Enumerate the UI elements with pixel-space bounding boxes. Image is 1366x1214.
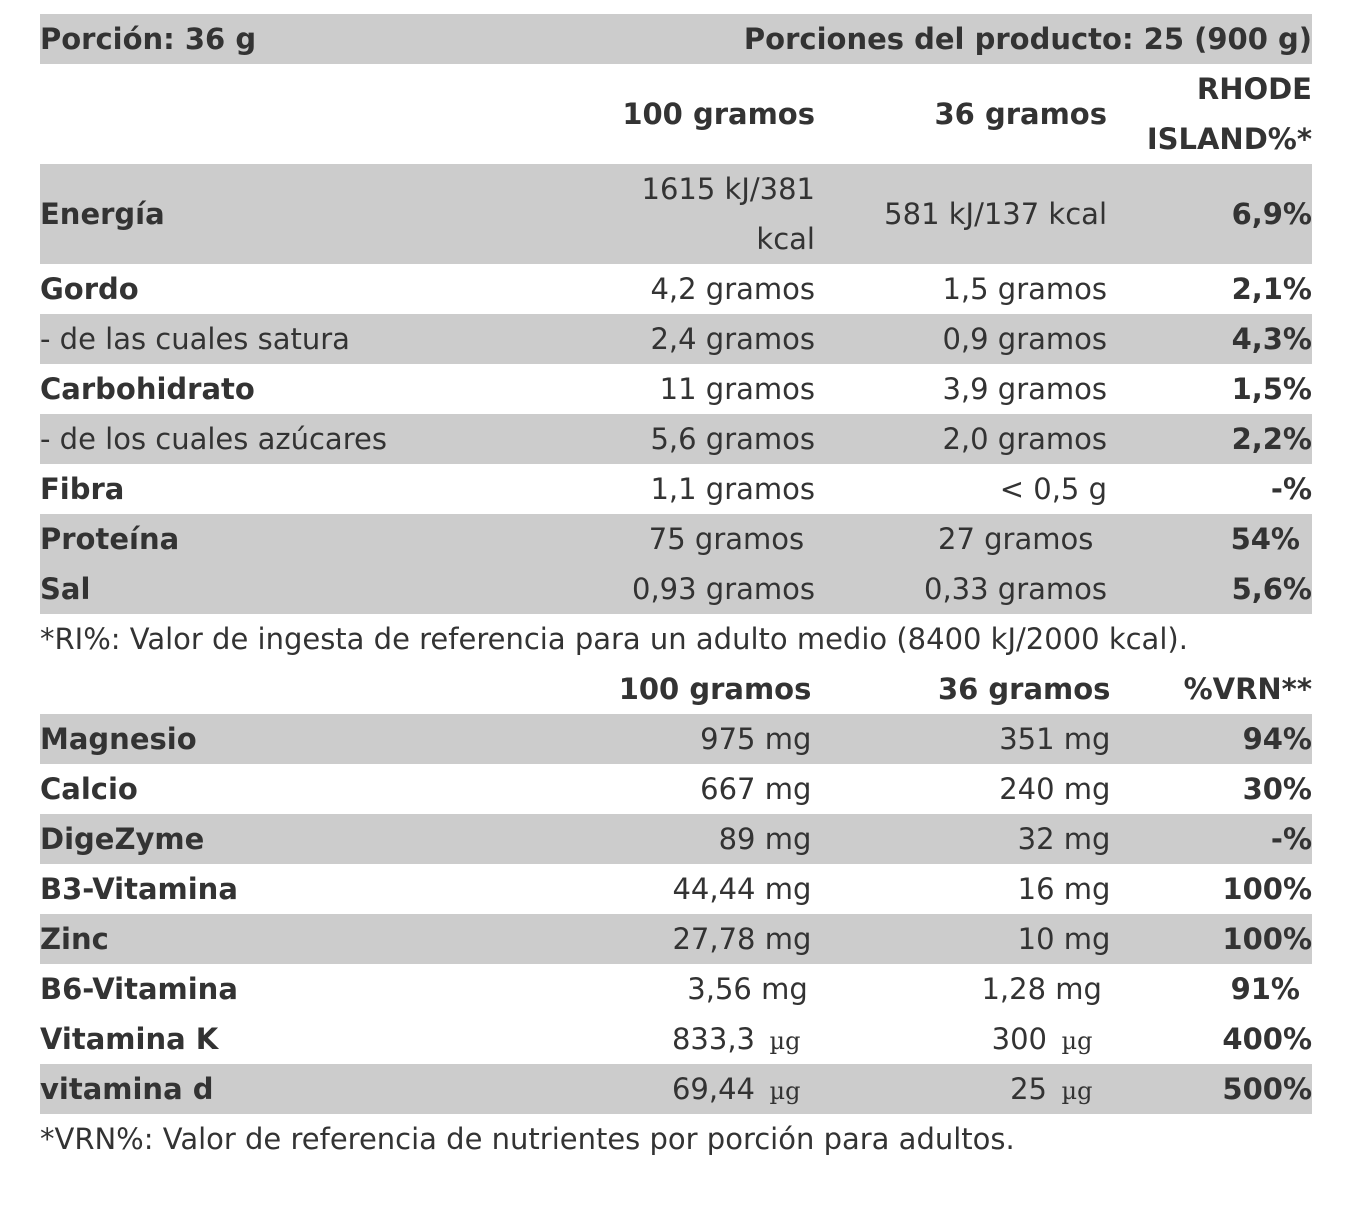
col-header-36g: 36 gramos: [937, 672, 1111, 706]
ri-percent: 5,6%: [1231, 572, 1312, 606]
vrn-percent: 100%: [1222, 872, 1312, 906]
col-header-100g: 100 gramos: [618, 672, 812, 706]
table-row-azucares: [40, 414, 1312, 464]
nutrient-name: Proteína: [40, 522, 180, 556]
value-36g: < 0,5 g: [999, 472, 1107, 506]
table-row-energia: [40, 164, 1312, 264]
value-100g: 69,44 µg: [600, 1072, 815, 1106]
ri-percent: 2,2%: [1231, 422, 1312, 456]
value-100g: 75 gramos: [648, 522, 805, 556]
value-36g: 581 kJ/137 kcal: [884, 197, 1107, 231]
ri-percent: 1,5%: [1231, 372, 1312, 406]
portion-header: [40, 14, 1312, 64]
value-36g: 25 µg: [815, 1072, 1107, 1106]
value-36g: 3,9 gramos: [942, 372, 1107, 406]
value-100g: 975 mg: [700, 722, 812, 756]
portion-size: Porción: 36 g: [40, 22, 257, 56]
nutrient-name: Carbohidrato: [40, 372, 255, 406]
value-100g: 2,4 gramos: [650, 322, 815, 356]
nutrient-name: B6-Vitamina: [40, 972, 238, 1006]
value-36g: 300 µg: [815, 1022, 1107, 1056]
col-header-36g: 36 gramos: [934, 97, 1107, 131]
value-36g: 351 mg: [999, 722, 1111, 756]
vrn-percent: 100%: [1222, 922, 1312, 956]
table-row-digezyme: [40, 814, 1312, 864]
nutrient-name: DigeZyme: [40, 822, 205, 856]
ri-percent: 6,9%: [1231, 197, 1312, 231]
value-100g: 833,3 µg: [600, 1022, 815, 1056]
nutrient-name: Zinc: [40, 922, 109, 956]
vrn-percent: 30%: [1242, 772, 1312, 806]
table-row-fibra: [40, 464, 1312, 514]
value-100g: 0,93 gramos: [632, 572, 815, 606]
table-row-vitamina-d: [40, 1064, 1312, 1114]
nutrient-name: Calcio: [40, 772, 138, 806]
value-36g: 27 gramos: [938, 522, 1094, 556]
microgram-unit: µg: [769, 1077, 801, 1105]
value-36g: 16 mg: [1017, 872, 1111, 906]
nutrition-label: [40, 14, 1312, 1164]
vrn-footnote: *VRN%: Valor de referencia de nutrientes por porción para adultos.: [40, 1122, 1015, 1156]
ri-percent: 2,1%: [1231, 272, 1312, 306]
value-100g: 5,6 gramos: [650, 422, 815, 456]
table-row-magnesio: [40, 714, 1312, 764]
value-36g: 0,9 gramos: [942, 322, 1107, 356]
value-100g: 89 mg: [718, 822, 812, 856]
value-100g: 44,44 mg: [672, 872, 812, 906]
vrn-percent: 400%: [1222, 1022, 1312, 1056]
col-header-vrn: %VRN**: [1183, 672, 1312, 706]
table-row-sal: [40, 564, 1312, 614]
nutrient-name: - de las cuales satura: [40, 322, 350, 356]
servings-per-product: Porciones del producto: 25 (900 g): [743, 22, 1312, 56]
table-row-zinc: [40, 914, 1312, 964]
nutrient-name: Magnesio: [40, 722, 197, 756]
nutrient-name: vitamina d: [40, 1072, 214, 1106]
table-row-proteina: [40, 514, 1312, 564]
ri-footnote: *RI%: Valor de ingesta de referencia para un adulto medio (8400 kJ/2000 kcal).: [40, 622, 1188, 656]
ri-percent: -%: [1270, 472, 1312, 506]
value-100g: 4,2 gramos: [650, 272, 815, 306]
table-row-calcio: [40, 764, 1312, 814]
vrn-percent: -%: [1270, 822, 1312, 856]
vrn-percent: 91%: [1230, 972, 1300, 1006]
vrn-percent: 94%: [1242, 722, 1312, 756]
nutrient-name: - de los cuales azúcares: [40, 422, 387, 456]
value-36g: 0,33 gramos: [924, 572, 1107, 606]
table-row-saturadas: [40, 314, 1312, 364]
value-36g: 1,28 mg: [981, 972, 1102, 1006]
microgram-unit: µg: [1061, 1027, 1093, 1055]
value-100g: 3,56 mg: [687, 972, 808, 1006]
col-header-ri: RHODE ISLAND%*: [1146, 72, 1312, 156]
table2-header: [40, 664, 1312, 714]
microgram-unit: µg: [1061, 1077, 1093, 1105]
nutrient-name: Sal: [40, 572, 91, 606]
table-row-gordo: [40, 264, 1312, 314]
table1-header: [40, 64, 1312, 164]
value-36g: 240 mg: [999, 772, 1111, 806]
value-36g: 10 mg: [1017, 922, 1111, 956]
value-100g: 667 mg: [700, 772, 812, 806]
nutrient-name: Gordo: [40, 272, 139, 306]
value-100g: 1615 kJ/381 kcal: [641, 172, 815, 256]
nutrient-name: Vitamina K: [40, 1022, 219, 1056]
value-36g: 2,0 gramos: [942, 422, 1107, 456]
vrn-percent: 500%: [1222, 1072, 1312, 1106]
microgram-unit: µg: [769, 1027, 801, 1055]
ri-percent: 54%: [1230, 522, 1300, 556]
table-row-vitamina-k: [40, 1014, 1312, 1064]
nutrient-name: Fibra: [40, 472, 125, 506]
ri-percent: 4,3%: [1231, 322, 1312, 356]
nutrient-name: Energía: [40, 197, 165, 231]
value-100g: 27,78 mg: [672, 922, 812, 956]
value-100g: 1,1 gramos: [650, 472, 815, 506]
table-row-b3-vitamina: [40, 864, 1312, 914]
value-36g: 32 mg: [1017, 822, 1111, 856]
value-36g: 1,5 gramos: [942, 272, 1107, 306]
table-row-carbohidrato: [40, 364, 1312, 414]
table-row-b6-vitamina: [40, 964, 1312, 1014]
col-header-100g: 100 gramos: [622, 97, 815, 131]
nutrient-name: B3-Vitamina: [40, 872, 238, 906]
value-100g: 11 gramos: [659, 372, 815, 406]
